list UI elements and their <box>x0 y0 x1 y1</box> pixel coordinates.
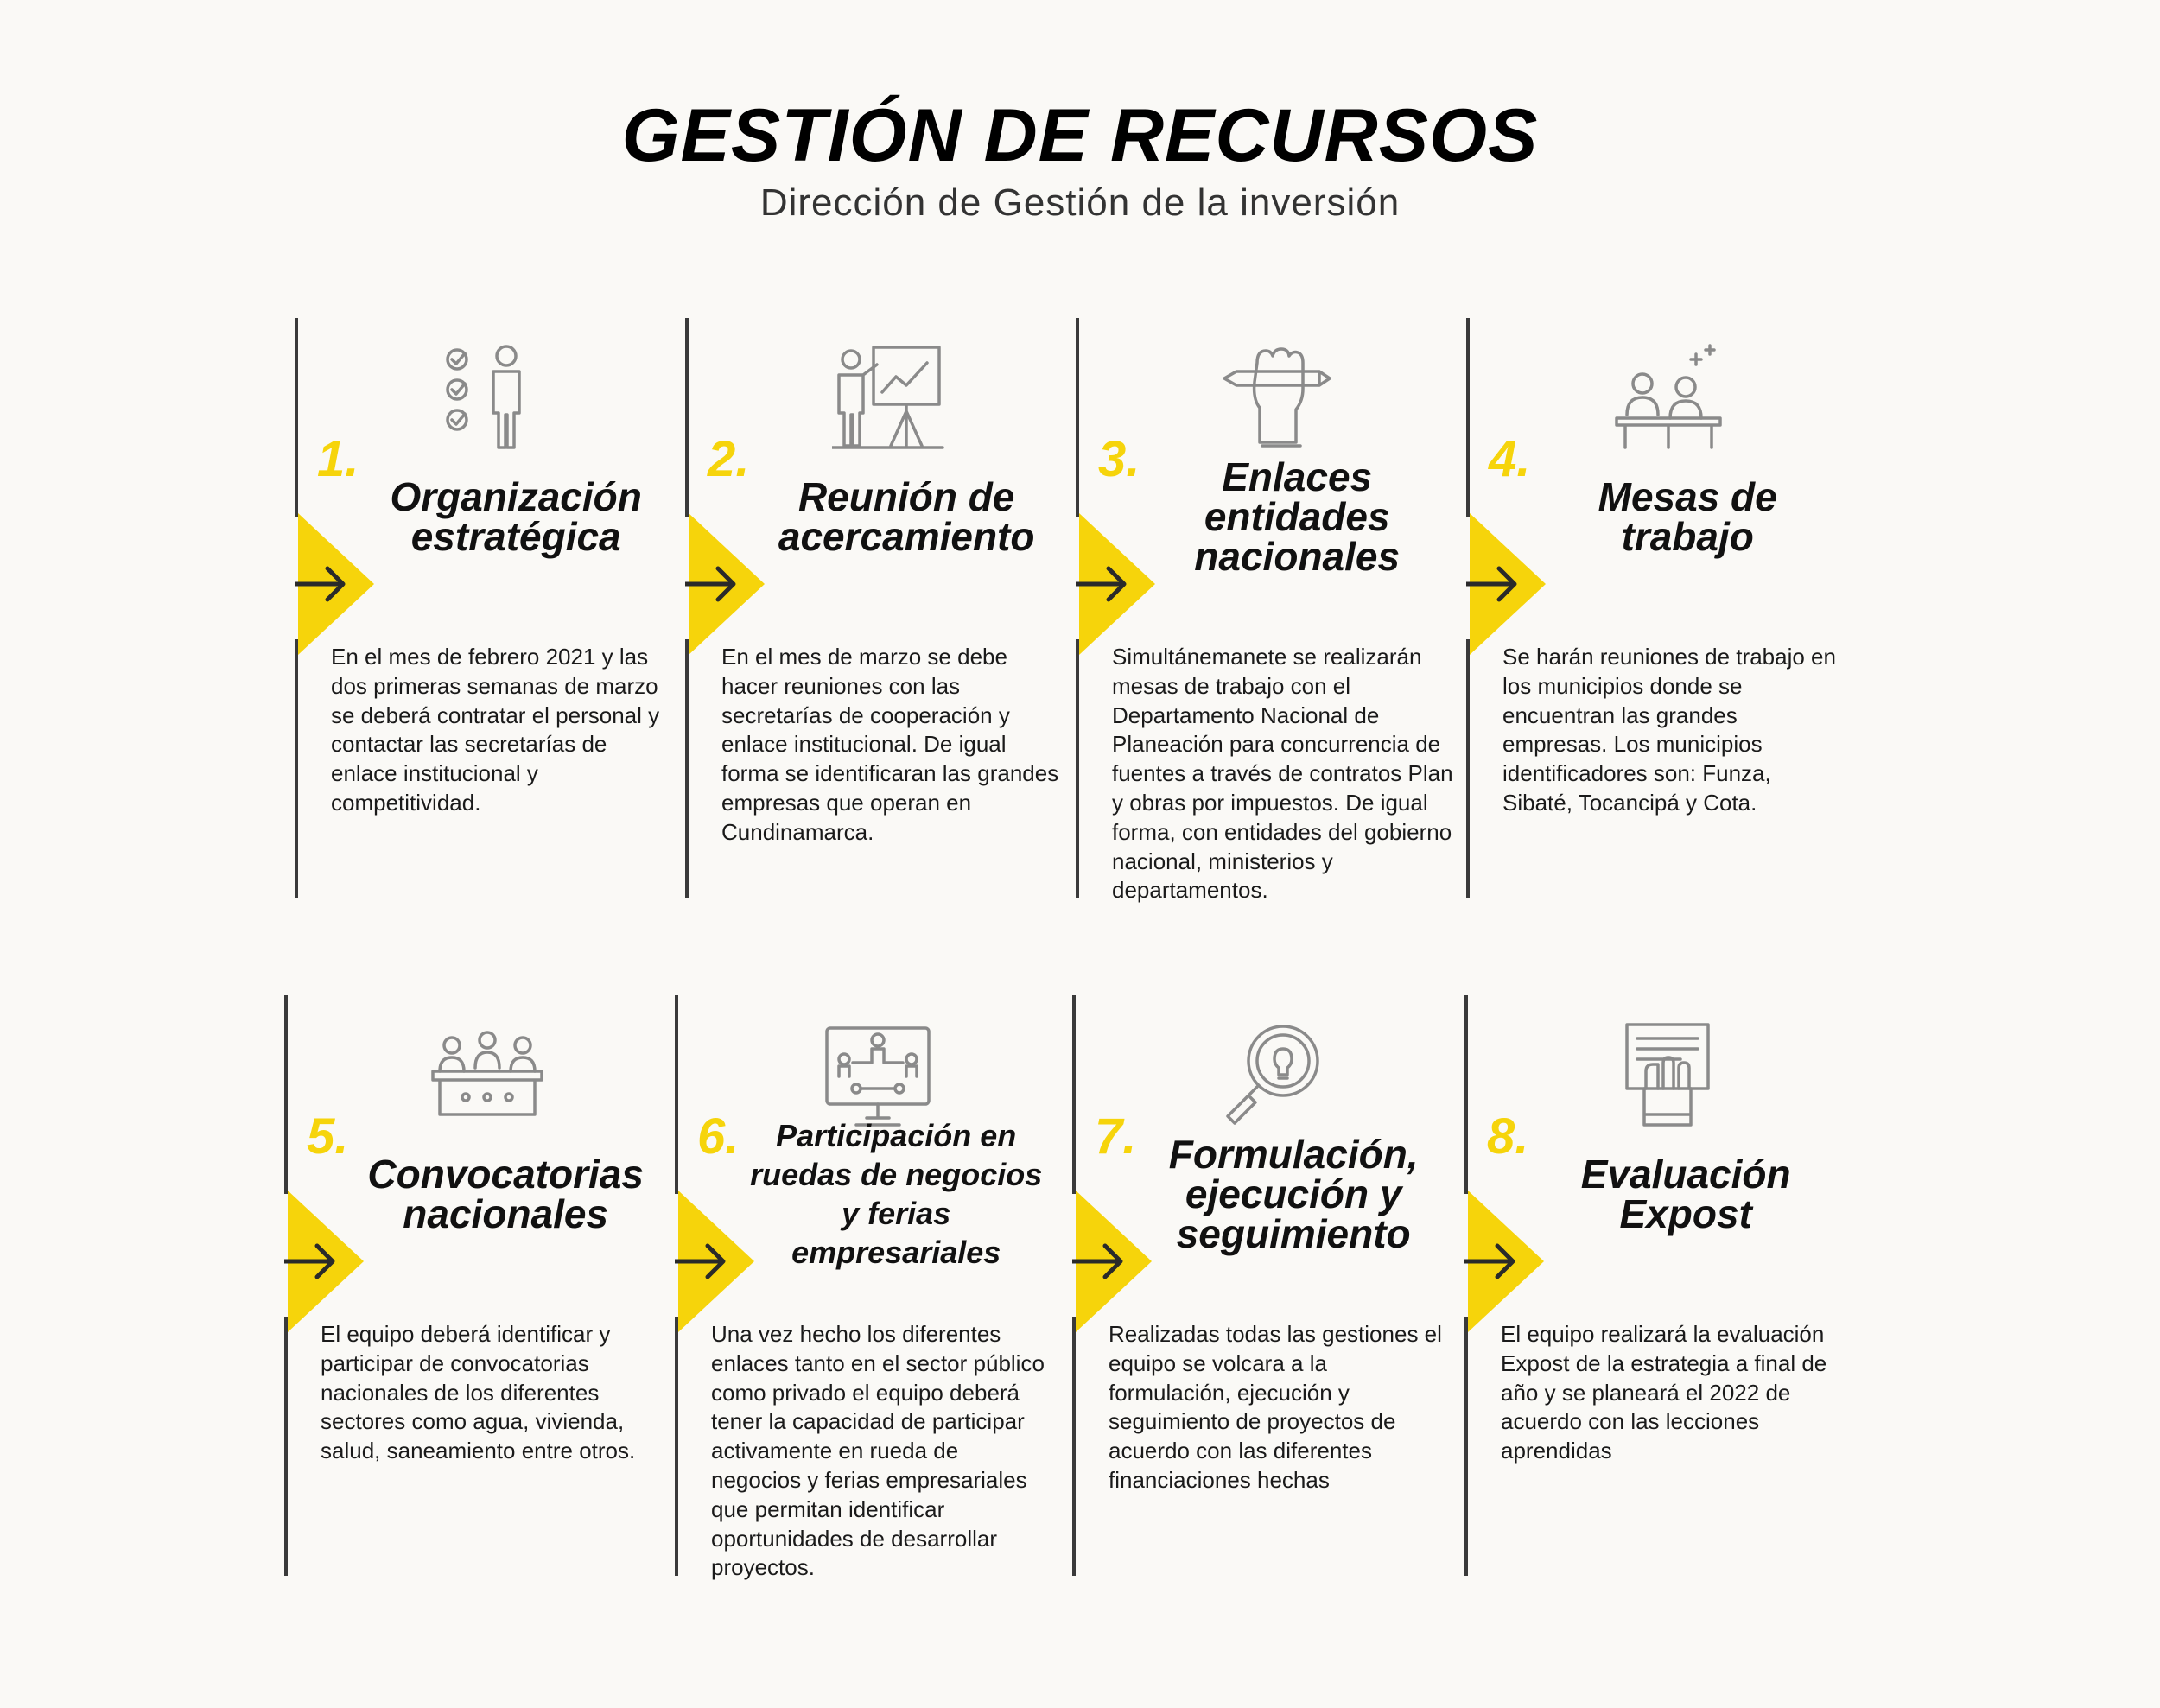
step-title: Formulación, ejecución y seguimiento <box>1168 1132 1419 1256</box>
timeline-line <box>284 1317 288 1576</box>
step-card-1 <box>295 318 675 905</box>
step-number: 8. <box>1487 1108 1529 1165</box>
step-card-8 <box>1464 995 1845 1583</box>
page-title: GESTIÓN DE RECURSOS <box>621 94 1539 177</box>
step-card-6 <box>675 995 1055 1583</box>
step-title: Enlaces entidades nacionales <box>1194 454 1401 579</box>
timeline-line <box>1466 318 1470 517</box>
timeline-line <box>295 639 298 898</box>
step-title: Evaluación Expost <box>1580 1152 1791 1236</box>
timeline-line <box>685 318 689 517</box>
step-heading <box>1487 1108 1841 1280</box>
step-description: Una vez hecho los diferentes enlaces tanto en el sector público como privado el equipo deberá tener la capacidad de participar activamente en rueda de negocios y ferias empresariales que permitan identificar oportunidades de desarrollar proyectos. <box>711 1321 1045 1581</box>
step-description: En el mes de marzo se debe hacer reuniones con las secretarías de cooperación y enlace institucional. De igual forma se identificaran las grandes empresas que operan en Cundinamarca. <box>721 644 1059 845</box>
timeline-line <box>295 318 298 517</box>
step-card-7 <box>1072 995 1452 1583</box>
step-card-2 <box>685 318 1065 905</box>
step-number: 3. <box>1098 431 1140 487</box>
step-heading <box>697 1108 1051 1280</box>
step-title: Organización estratégica <box>390 474 642 559</box>
step-number: 5. <box>307 1108 349 1165</box>
step-card-3 <box>1076 318 1456 905</box>
timeline-line <box>675 1317 678 1576</box>
step-number: 6. <box>697 1108 740 1165</box>
step-number: 4. <box>1489 431 1531 487</box>
step-title: Convocatorias nacionales <box>367 1152 644 1236</box>
timeline-line <box>1072 995 1076 1194</box>
step-heading <box>307 1108 661 1280</box>
step-description: En el mes de febrero 2021 y las dos primeras semanas de marzo se deberá contratar el personal y contactar las secretarías de enlace institucional y competitividad. <box>331 644 660 816</box>
timeline-line <box>1466 639 1470 898</box>
step-description: Se harán reuniones de trabajo en los municipios donde se encuentran las grandes empresas. Los municipios identificadores son: Funza, Sibaté, Tocancipá y Cota. <box>1502 644 1836 816</box>
timeline-line <box>675 995 678 1194</box>
step-number: 2. <box>708 431 750 487</box>
timeline-line <box>1464 1317 1468 1576</box>
timeline-line <box>284 995 288 1194</box>
step-card-4 <box>1466 318 1846 905</box>
timeline-line <box>685 639 689 898</box>
step-heading <box>708 430 1062 603</box>
page-subtitle: Dirección de Gestión de la inversión <box>759 181 1401 224</box>
timeline-line <box>1076 318 1079 517</box>
timeline-line <box>1464 995 1468 1194</box>
step-description: El equipo realizará la evaluación Expost de la estrategia a final de año y se planeará el 2022 de acuerdo con las lecciones aprendidas <box>1501 1321 1827 1464</box>
step-heading <box>317 430 671 603</box>
step-title: Reunión de acercamiento <box>778 474 1035 559</box>
step-heading <box>1095 1108 1449 1280</box>
step-description: El equipo deberá identificar y participar de convocatorias nacionales de los diferentes sectores como agua, vivienda, salud, saneamiento entre otros. <box>321 1321 636 1464</box>
step-heading <box>1098 430 1452 603</box>
step-title: Participación en ruedas de negocios y ferias empresariales <box>750 1118 1043 1270</box>
step-description: Realizadas todas las gestiones el equipo se volcara a la formulación, ejecución y seguimiento de proyectos de acuerdo con las diferentes financiaciones hechas <box>1109 1321 1442 1493</box>
step-number: 7. <box>1095 1108 1137 1165</box>
step-title: Mesas de trabajo <box>1598 474 1777 559</box>
timeline-line <box>1072 1317 1076 1576</box>
step-card-5 <box>284 995 664 1583</box>
step-heading <box>1489 430 1843 603</box>
timeline-line <box>1076 639 1079 898</box>
step-description: Simultánemanete se realizarán mesas de trabajo con el Departamento Nacional de Planeación para concurrencia de fuentes a través de contratos Plan y obras por impuestos. De igual forma, con entidades del gobierno nacional, ministerios y departamentos. <box>1112 644 1453 904</box>
step-number: 1. <box>317 431 359 487</box>
